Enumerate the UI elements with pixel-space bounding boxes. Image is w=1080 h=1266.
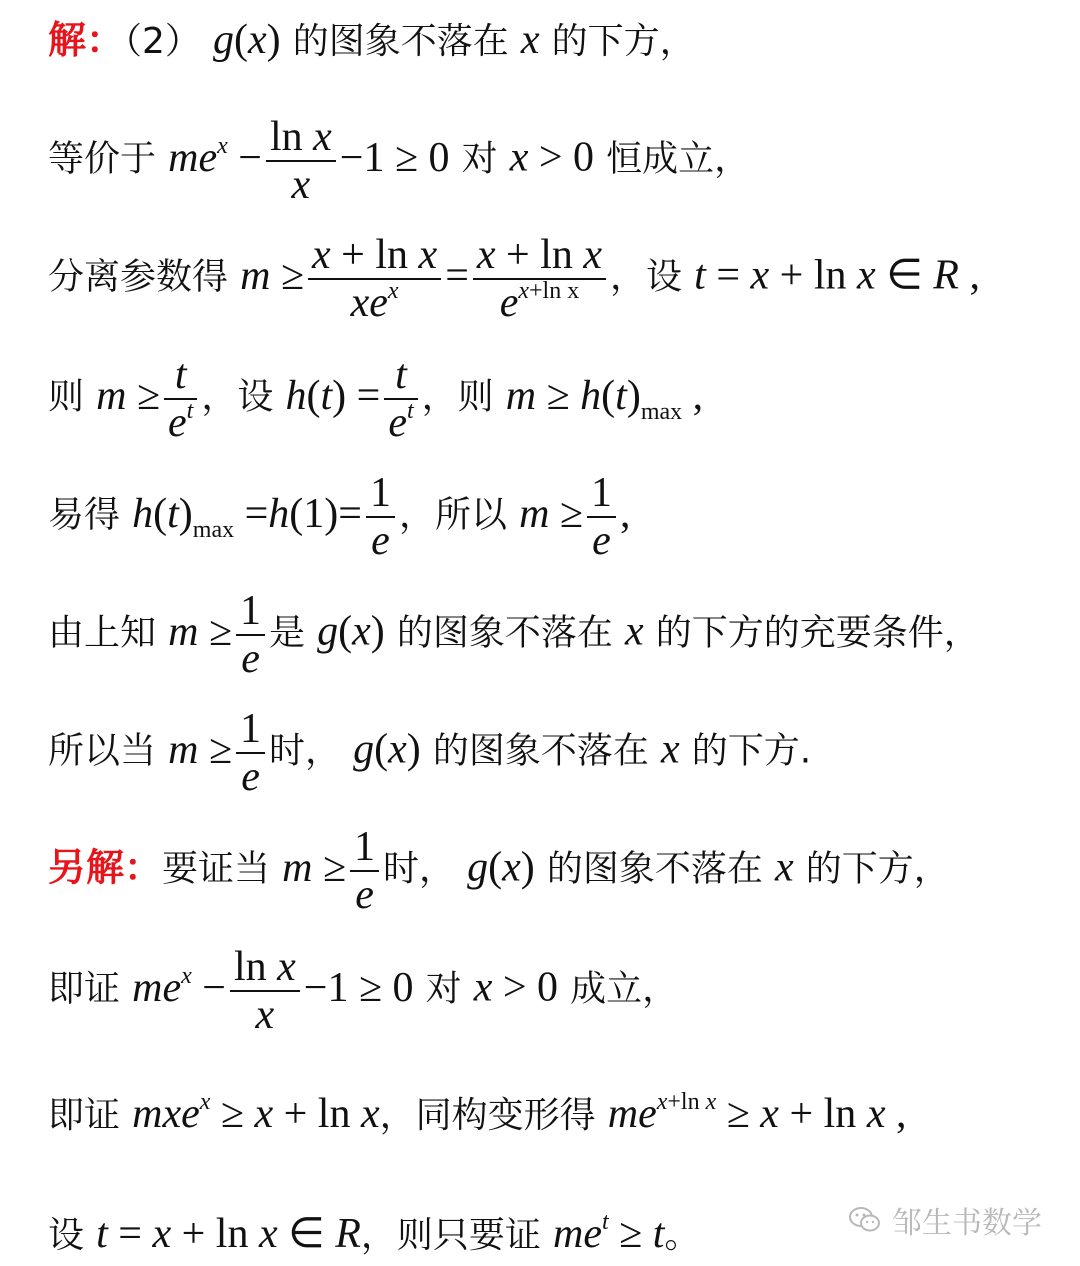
solution-line-6: 由上知 m ≥ $\frac{1}{e}$ 是 g(x) 的图象不落在 x 的下方的充要条件， (48, 588, 980, 682)
formula: $me^x$ − $\frac{\text{ln x}}{x}$ −1 ≥ 0 (168, 114, 450, 208)
solution-line-1: 解：（2） g(x) 的图象不落在 x 的下方， (48, 17, 696, 63)
solution-label: 解： (48, 18, 125, 62)
watermark (848, 1198, 1042, 1242)
formula: t = x + ln x ∈ R (96, 1211, 361, 1257)
solution-line-2: 等价于 $me^x$ − $\frac{\text{ln x}}{x}$ −1 ≥ 0 对 x > 0 恒成立， (48, 114, 751, 208)
alt-solution-line-1: 另解：要证当 m ≥ $\frac{1}{e}$ 时， g(x) 的图象不落在 x 的下方， (48, 824, 950, 918)
wechat-icon (848, 1205, 882, 1235)
solution-line-5: 易得 $h(t)_{max} =h(1)=$ $\frac{1}{e}$ ，所以 m ≥ $\frac{1}{e}$ , (48, 470, 631, 564)
formula: m ≥ $\frac{1}{e}$ (168, 609, 269, 655)
alt-solution-line-3: 即证 mxe$^x$ ≥ x + ln x，同构变形得 $me^{x+ln x} \ge x + \ln x$ , (48, 1089, 907, 1137)
watermark-text: 邹生书数学 (892, 1206, 1042, 1241)
solution-line-4: 则 m ≥ $\frac{t}{e^t}$ ，设 h(t) = $\frac{t}{e^t}$ ，则 $m \ge h(t)_{max}$ , (48, 352, 704, 446)
formula: m ≥ $\frac{t}{e^t}$ (96, 373, 201, 419)
formula: g(x) (213, 17, 281, 63)
alt-solution-line-4: 设 t = x + ln x ∈ R，则只要证 $me^t \ge t$。 (48, 1209, 701, 1257)
solution-line-3: 分离参数得 m ≥ $\frac{\text{x + ln x}}{xe^x}$ = $\frac{\text{x + ln x}}{e^{x+ln x}}$ ，设 t = x + ln x ∈ R , (48, 232, 980, 326)
alt-solution-line-2: 即证 $me^x$ − $\frac{\text{ln x}}{x}$ −1 ≥ 0 对 x > 0 成立， (48, 944, 679, 1038)
formula: m ≥ $\frac{1}{e}$ (168, 727, 269, 773)
alt-solution-label: 另解： (48, 845, 163, 890)
formula: mxe$^x$ ≥ x + ln x (132, 1089, 380, 1137)
formula: $me^x$ − $\frac{\text{ln x}}{x}$ −1 ≥ 0 (132, 944, 414, 1038)
formula: $h(t)_{max} =h(1)=$ $\frac{1}{e}$ (132, 491, 399, 537)
solution-line-7: 所以当 m ≥ $\frac{1}{e}$ 时， g(x) 的图象不落在 x 的下方. (48, 706, 812, 800)
formula: m ≥ $\frac{1}{e}$ (282, 845, 383, 891)
formula: m ≥ $\frac{\text{x + ln x}}{xe^x}$ = $\frac{\text{x + ln x}}{e^{x+ln x}}$ (240, 253, 610, 299)
